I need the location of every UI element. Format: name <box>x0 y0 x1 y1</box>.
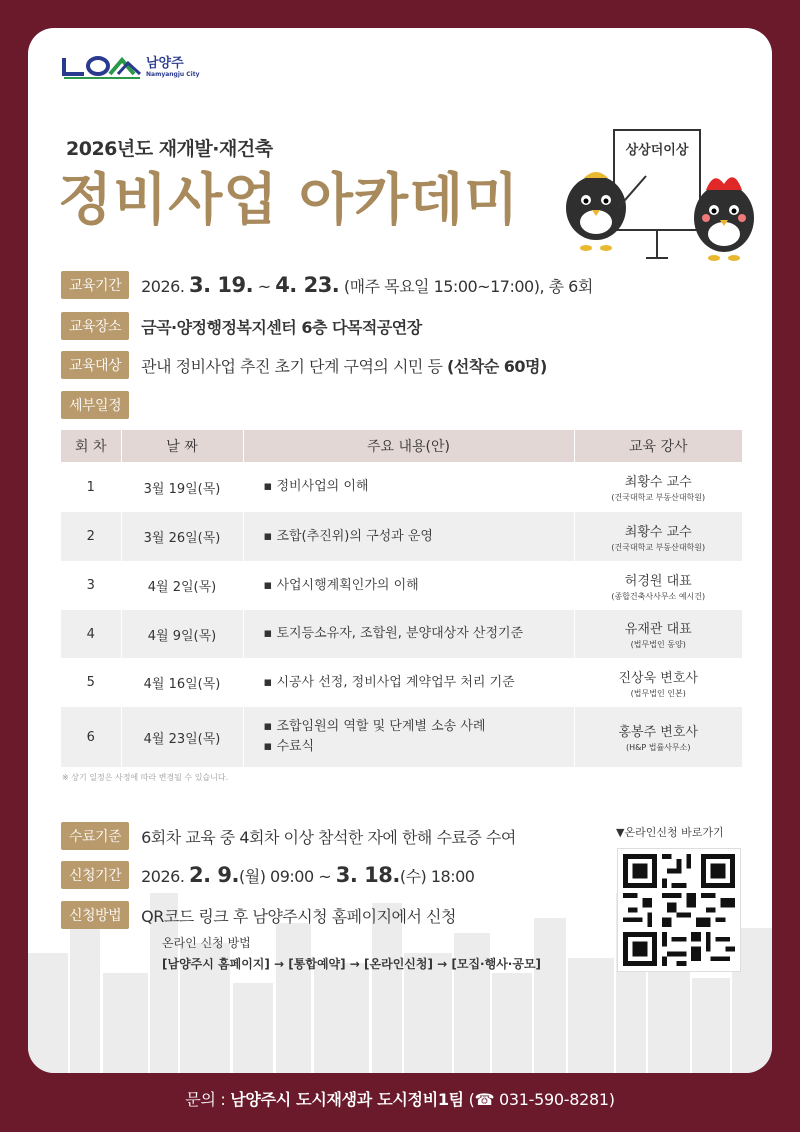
row-session: 6 <box>61 707 121 767</box>
education-period-row <box>61 271 593 299</box>
education-place-row <box>61 312 422 340</box>
target-text: 관내 정비사업 추진 초기 단계 구역의 시민 등 <box>141 356 448 376</box>
row-session: 3 <box>61 561 121 610</box>
schedule-row <box>61 391 129 419</box>
period-start: 3. 19. <box>189 273 254 297</box>
lecturer-org: (건국대학교 부동산대학원) <box>611 493 706 502</box>
lecturer-org: (건국대학교 부동산대학원) <box>611 542 706 552</box>
education-place-value: 금곡·양정행정복지센터 6층 다목적공연장 <box>141 317 422 337</box>
row-lecturer <box>574 561 742 610</box>
row-session: 2 <box>61 512 121 561</box>
qr-code-icon[interactable] <box>617 848 741 972</box>
apply-period-value <box>141 863 474 887</box>
apply-end-suffix: (수) 18:00 <box>399 867 475 886</box>
namyangju-logo <box>62 54 200 82</box>
education-target-tag: 교육대상 <box>61 351 129 379</box>
row-date: 4월 16일(목) <box>121 658 243 707</box>
row-session: 4 <box>61 610 121 658</box>
lecturer-org: (법무법인 인본) <box>630 688 686 698</box>
row-lecturer <box>574 512 742 561</box>
contact-department: 남양주시 도시재생과 도시정비1팀 <box>230 1090 464 1109</box>
apply-start: 2. 9. <box>189 863 239 887</box>
period-end: 4. 23. <box>275 273 340 297</box>
row-content <box>243 610 574 658</box>
poster-subtitle: 2026년도 재개발·재건축 <box>66 138 273 160</box>
row-session: 5 <box>61 658 121 707</box>
contact-footer <box>0 1087 800 1110</box>
lecturer-name: 최황수 교수 <box>624 524 692 540</box>
completion-row <box>61 822 516 850</box>
row-lecturer <box>574 707 742 767</box>
period-suffix: (매주 목요일 15:00~17:00), 총 6회 <box>339 277 593 296</box>
lecturer-org: (법무법인 동양) <box>630 640 686 649</box>
table-row <box>61 512 742 561</box>
topic-line: ▪ 조합(추진위)의 구성과 운영 <box>263 528 433 544</box>
lecturer-name: 진상욱 변호사 <box>618 670 698 686</box>
completion-value: 6회차 교육 중 4회차 이상 참석한 자에 한해 수료증 수여 <box>141 827 516 847</box>
qr-label: ▼온라인신청 바로가기 <box>616 826 724 839</box>
row-date: 4월 23일(목) <box>121 707 243 767</box>
header-session: 회 차 <box>61 430 121 462</box>
lecturer-name: 최황수 교수 <box>624 475 692 490</box>
table-row <box>61 610 742 658</box>
schedule-table <box>61 430 742 767</box>
row-date: 3월 26일(목) <box>121 512 243 561</box>
row-content <box>243 462 574 512</box>
apply-period-tag: 신청기간 <box>61 861 129 889</box>
row-content <box>243 658 574 707</box>
row-lecturer <box>574 658 742 707</box>
row-content <box>243 512 574 561</box>
header-date: 날 짜 <box>121 430 243 462</box>
education-target-row <box>61 351 547 379</box>
topic-line: ▪ 조합임원의 역할 및 단계별 소송 사례 <box>263 719 486 734</box>
table-row <box>61 462 742 512</box>
apply-method-value: QR코드 링크 후 남양주시청 홈페이지에서 신청 <box>141 906 456 926</box>
row-content <box>243 707 574 767</box>
table-row <box>61 658 742 707</box>
logo-name-en: Namyangju City <box>146 71 200 78</box>
apply-method-row <box>61 901 456 929</box>
row-content <box>243 561 574 610</box>
topic-line: ▪ 정비사업의 이해 <box>263 479 369 494</box>
poster-card <box>28 28 772 1073</box>
row-date: 3월 19일(목) <box>121 462 243 512</box>
contact-label: 문의 : <box>185 1090 231 1109</box>
row-lecturer <box>574 462 742 512</box>
poster-title: 정비사업 아카데미 <box>58 168 520 233</box>
table-row <box>61 561 742 610</box>
lecturer-name: 유재관 대표 <box>624 622 692 637</box>
logo-name-ko: 남양주 <box>146 56 184 71</box>
topic-line: ▪ 시공사 선정, 정비사업 계약업무 처리 기준 <box>263 674 515 690</box>
lecturer-name: 허경원 대표 <box>624 573 692 589</box>
apply-end: 3. 18. <box>335 863 400 887</box>
apply-method-tag: 신청방법 <box>61 901 129 929</box>
table-header-row <box>61 430 742 462</box>
education-period-value <box>141 273 593 297</box>
row-session: 1 <box>61 462 121 512</box>
schedule-note: ※ 상기 일정은 사정에 따라 변경될 수 있습니다. <box>62 773 229 782</box>
row-date: 4월 9일(목) <box>121 610 243 658</box>
mascot-illustration <box>556 118 762 268</box>
education-period-tag: 교육기간 <box>61 271 129 299</box>
header-content: 주요 내용(안) <box>243 430 574 462</box>
contact-phone: (☎ 031-590-8281) <box>463 1090 615 1109</box>
apply-howto-label: 온라인 신청 방법 <box>162 936 251 950</box>
education-place-tag: 교육장소 <box>61 312 129 340</box>
apply-start-suffix: (월) 09:00 ~ <box>239 867 336 886</box>
lecturer-org: (H&P 법률사무소) <box>625 743 691 752</box>
city-emblem-icon <box>62 54 142 82</box>
apply-year: 2026. <box>141 867 189 886</box>
row-date: 4월 2일(목) <box>121 561 243 610</box>
apply-period-row <box>61 861 474 889</box>
table-row <box>61 707 742 767</box>
lecturer-org: (종합건축사사무소 예시건) <box>611 591 706 601</box>
topic-line: ▪ 수료식 <box>263 739 315 754</box>
row-lecturer <box>574 610 742 658</box>
period-year: 2026. <box>141 277 189 296</box>
topic-line: ▪ 사업시행계획인가의 이해 <box>263 577 419 593</box>
period-sep: ~ <box>253 277 276 296</box>
apply-steps: [남양주시 홈페이지] → [통합예약] → [온라인신청] → [모집·행사·공모] <box>162 957 542 971</box>
completion-tag: 수료기준 <box>61 822 129 850</box>
header-lecturer: 교육 강사 <box>574 430 742 462</box>
target-highlight: (선착순 60명) <box>447 356 547 376</box>
lecturer-name: 홍봉주 변호사 <box>618 725 698 740</box>
mascot-sign-text: 상상더이상 <box>625 143 689 158</box>
schedule-tag: 세부일정 <box>61 391 129 419</box>
topic-line: ▪ 토지등소유자, 조합원, 분양대상자 산정기준 <box>263 626 524 641</box>
education-target-value <box>141 354 547 377</box>
